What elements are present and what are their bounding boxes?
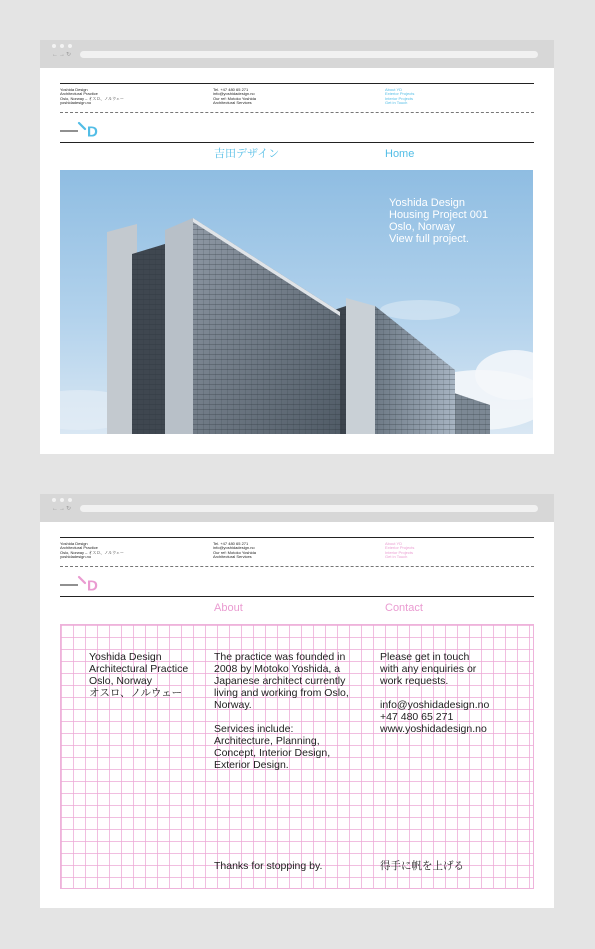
- window-controls: [52, 498, 72, 502]
- svg-text:D: D: [87, 577, 98, 593]
- menu-item-contact[interactable]: Get in Touch: [385, 100, 408, 106]
- nav-contact[interactable]: Contact: [385, 602, 423, 614]
- menu-item-exterior[interactable]: Exterior Projects: [385, 545, 415, 551]
- yd-logo[interactable]: [60, 575, 104, 593]
- identity-name: Yoshida Design: [89, 651, 162, 663]
- page-content: [60, 68, 534, 454]
- maximize-dot[interactable]: [68, 44, 72, 48]
- contact-email-link[interactable]: info@yoshidadesign.no: [380, 699, 490, 711]
- svg-text:D: D: [87, 123, 98, 139]
- menu-item-exterior[interactable]: Exterior Projects: [385, 91, 415, 97]
- about-line: The practice was founded in: [214, 651, 346, 663]
- menu-item-about[interactable]: About YD: [385, 87, 403, 92]
- address-bar[interactable]: [80, 51, 538, 58]
- minimize-dot[interactable]: [60, 44, 64, 48]
- browser-chrome: [40, 494, 554, 522]
- browser-nav: [52, 506, 72, 512]
- header-services: Architectural Services: [213, 100, 252, 106]
- nav-rule: [60, 596, 534, 597]
- header-ref: Our ref: Motoko Yoshida: [213, 95, 256, 101]
- menu-item-interior[interactable]: Interior Projects: [385, 95, 414, 101]
- contact-line: Please get in touch: [380, 651, 470, 663]
- caption-location: Oslo, Norway: [389, 221, 456, 233]
- header-identity: [60, 542, 124, 560]
- close-dot[interactable]: [52, 44, 56, 48]
- menu-item-contact[interactable]: Get in Touch: [385, 554, 408, 560]
- hero-image[interactable]: [60, 170, 533, 434]
- nav-about[interactable]: About: [214, 602, 243, 614]
- back-arrow-icon[interactable]: ←: [52, 506, 59, 512]
- contact-line: work requests.: [380, 675, 449, 687]
- reload-icon[interactable]: ↻: [66, 52, 73, 58]
- header-top-rule: [60, 83, 534, 84]
- paragraph-gap: [380, 687, 489, 699]
- about-line: Norway.: [214, 699, 252, 711]
- header-email[interactable]: info@yoshidadesign.no: [213, 545, 255, 551]
- company-website[interactable]: yoshidadesign.no: [60, 100, 92, 106]
- maximize-dot[interactable]: [68, 498, 72, 502]
- header-email[interactable]: info@yoshidadesign.no: [213, 91, 255, 97]
- window-controls: [52, 44, 72, 48]
- contact-website-link[interactable]: www.yoshidadesign.no: [380, 723, 487, 735]
- header-menu: [385, 542, 414, 560]
- company-name: Yoshida Design: [60, 87, 88, 92]
- header-identity: [60, 88, 124, 106]
- identity-block: [89, 651, 188, 699]
- header-phone: Tel. +47 480 65 271: [213, 541, 249, 546]
- company-type: Architectural Practice: [60, 91, 98, 97]
- header-dashed-rule: [60, 112, 534, 113]
- info-grid: [60, 624, 534, 889]
- caption-project: Housing Project 001: [389, 209, 489, 221]
- menu-item-interior[interactable]: Interior Projects: [385, 549, 414, 555]
- services-line: Exterior Design.: [214, 759, 289, 771]
- services-line: Architecture, Planning,: [214, 735, 320, 747]
- header-services: Architectural Services: [213, 554, 252, 560]
- contact-block: [380, 651, 489, 735]
- address-bar[interactable]: [80, 505, 538, 512]
- caption-company: Yoshida Design: [389, 197, 466, 209]
- header-contact: [213, 542, 256, 560]
- footer-motto: 得手に帆を上げる: [380, 860, 464, 872]
- header-menu: [385, 88, 414, 106]
- company-location: Oslo, Norway – オスロ、ノルウェー: [60, 95, 124, 101]
- view-project-link[interactable]: View full project.: [389, 233, 469, 245]
- paragraph-gap: [214, 711, 349, 723]
- about-line: Japanese architect currently: [214, 675, 346, 687]
- about-block: [214, 651, 349, 771]
- nav-rule: [60, 142, 534, 143]
- header-phone: Tel. +47 480 65 271: [213, 87, 249, 92]
- nav-home[interactable]: Home: [385, 148, 415, 160]
- company-website[interactable]: yoshidadesign.no: [60, 554, 92, 560]
- footer-thanks: Thanks for stopping by.: [214, 860, 323, 872]
- browser-chrome: [40, 40, 554, 68]
- contact-line: with any enquiries or: [380, 663, 477, 675]
- services-line: Concept, Interior Design,: [214, 747, 331, 759]
- identity-location: Oslo, Norway: [89, 675, 153, 687]
- services-line: Services include:: [214, 723, 294, 735]
- browser-nav: [52, 52, 72, 58]
- company-name: Yoshida Design: [60, 541, 88, 546]
- header-dashed-rule: [60, 566, 534, 567]
- menu-item-about[interactable]: About YD: [385, 541, 403, 546]
- about-line: living and working from Oslo,: [214, 687, 349, 699]
- identity-location-jp: オスロ、ノルウェー: [89, 687, 183, 699]
- browser-window-about: [40, 494, 554, 908]
- about-line: 2008 by Motoko Yoshida, a: [214, 663, 341, 675]
- page-content: [60, 522, 534, 908]
- hero-caption: [389, 197, 488, 245]
- back-arrow-icon[interactable]: ←: [52, 52, 59, 58]
- header-contact: [213, 88, 256, 106]
- nav-japanese-name[interactable]: 吉田デザイン: [214, 148, 280, 160]
- header-top-rule: [60, 537, 534, 538]
- reload-icon[interactable]: ↻: [66, 506, 73, 512]
- identity-type: Architectural Practice: [89, 663, 189, 675]
- header-ref: Our ref: Motoko Yoshida: [213, 549, 256, 555]
- forward-arrow-icon[interactable]: →: [59, 506, 66, 512]
- close-dot[interactable]: [52, 498, 56, 502]
- company-location: Oslo, Norway – オスロ、ノルウェー: [60, 549, 124, 555]
- yd-logo[interactable]: [60, 121, 104, 139]
- company-type: Architectural Practice: [60, 545, 98, 551]
- browser-window-home: [40, 40, 554, 454]
- forward-arrow-icon[interactable]: →: [59, 52, 66, 58]
- contact-phone[interactable]: +47 480 65 271: [380, 711, 454, 723]
- minimize-dot[interactable]: [60, 498, 64, 502]
